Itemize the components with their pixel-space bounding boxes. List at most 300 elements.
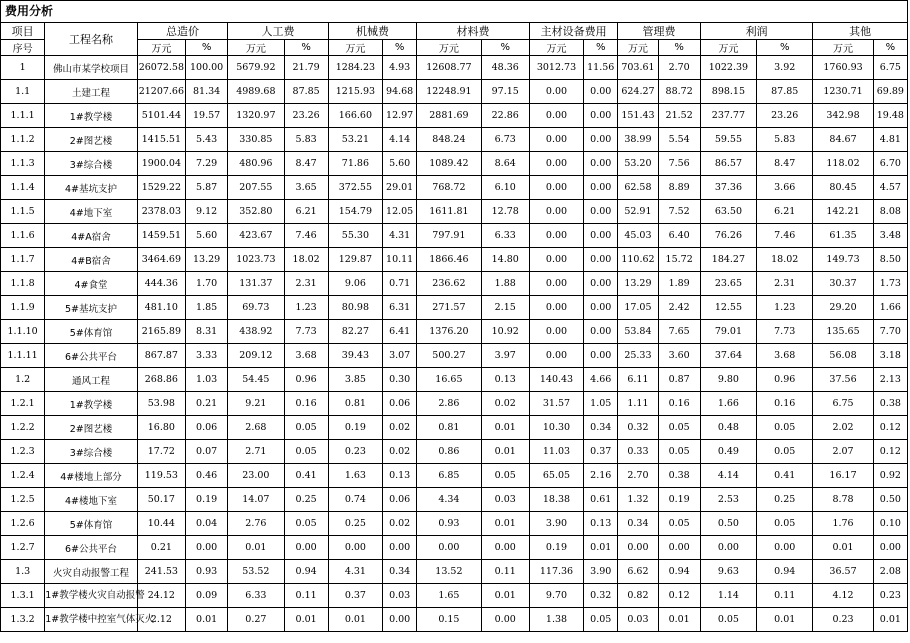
cell-amount: 16.65 xyxy=(417,368,481,392)
table-row xyxy=(1,272,908,296)
row-serial: 1.1.11 xyxy=(1,344,45,368)
cell-percent: 0.41 xyxy=(757,464,813,488)
cell-amount: 23.65 xyxy=(700,272,756,296)
cell-percent: 12.05 xyxy=(383,200,417,224)
cell-percent: 0.12 xyxy=(873,440,907,464)
cell-amount: 2.70 xyxy=(618,464,658,488)
cell-percent: 5.60 xyxy=(186,224,228,248)
cell-percent: 0.13 xyxy=(584,512,618,536)
cell-amount: 2.12 xyxy=(137,608,185,632)
cell-percent: 0.00 xyxy=(658,536,700,560)
cell-percent: 8.89 xyxy=(658,176,700,200)
cell-percent: 0.05 xyxy=(757,512,813,536)
row-project-name: 5#体育馆 xyxy=(45,512,138,536)
cell-amount: 2.07 xyxy=(813,440,873,464)
cell-percent: 0.04 xyxy=(186,512,228,536)
header-unit-pct: % xyxy=(481,40,529,56)
cell-amount: 0.48 xyxy=(700,416,756,440)
cell-percent: 0.05 xyxy=(284,512,328,536)
cell-amount: 0.00 xyxy=(529,200,583,224)
cell-amount: 0.81 xyxy=(328,392,382,416)
row-serial: 1.2.4 xyxy=(1,464,45,488)
cell-amount: 209.12 xyxy=(228,344,284,368)
cell-percent: 21.52 xyxy=(658,104,700,128)
cell-percent: 6.10 xyxy=(481,176,529,200)
cell-amount: 2165.89 xyxy=(137,320,185,344)
cell-percent: 3.18 xyxy=(873,344,907,368)
cell-amount: 438.92 xyxy=(228,320,284,344)
table-row xyxy=(1,344,908,368)
cell-percent: 0.05 xyxy=(658,440,700,464)
cell-amount: 0.50 xyxy=(700,512,756,536)
cell-amount: 53.21 xyxy=(328,128,382,152)
cell-percent: 0.05 xyxy=(658,416,700,440)
cell-amount: 24.12 xyxy=(137,584,185,608)
cell-percent: 5.83 xyxy=(284,128,328,152)
cell-amount: 9.70 xyxy=(529,584,583,608)
cell-amount: 3.90 xyxy=(529,512,583,536)
cell-percent: 0.19 xyxy=(186,488,228,512)
cell-percent: 2.08 xyxy=(873,560,907,584)
header-unit-amount: 万元 xyxy=(228,40,284,56)
cell-amount: 4.34 xyxy=(417,488,481,512)
cell-amount: 16.80 xyxy=(137,416,185,440)
cell-percent: 0.41 xyxy=(284,464,328,488)
cell-percent: 0.11 xyxy=(757,584,813,608)
cell-amount: 1529.22 xyxy=(137,176,185,200)
cell-percent: 0.32 xyxy=(584,584,618,608)
cell-amount: 79.01 xyxy=(700,320,756,344)
cell-amount: 207.55 xyxy=(228,176,284,200)
cell-amount: 330.85 xyxy=(228,128,284,152)
cell-amount: 14.07 xyxy=(228,488,284,512)
cell-percent: 0.94 xyxy=(284,560,328,584)
cell-amount: 0.82 xyxy=(618,584,658,608)
cell-amount: 62.58 xyxy=(618,176,658,200)
cell-percent: 8.31 xyxy=(186,320,228,344)
cell-amount: 4.31 xyxy=(328,560,382,584)
cell-percent: 0.21 xyxy=(186,392,228,416)
cell-percent: 0.01 xyxy=(873,608,907,632)
cell-amount: 6.11 xyxy=(618,368,658,392)
cell-percent: 7.70 xyxy=(873,320,907,344)
cell-amount: 4989.68 xyxy=(228,80,284,104)
cell-amount: 37.56 xyxy=(813,368,873,392)
cell-amount: 0.00 xyxy=(529,128,583,152)
cell-amount: 184.27 xyxy=(700,248,756,272)
cell-amount: 480.96 xyxy=(228,152,284,176)
cell-amount: 0.15 xyxy=(417,608,481,632)
cell-amount: 5101.44 xyxy=(137,104,185,128)
cell-amount: 6.62 xyxy=(618,560,658,584)
cell-amount: 423.67 xyxy=(228,224,284,248)
cell-amount: 1.11 xyxy=(618,392,658,416)
table-body xyxy=(1,56,908,632)
cell-amount: 50.17 xyxy=(137,488,185,512)
cell-percent: 1.23 xyxy=(757,296,813,320)
row-project-name: 6#公共平台 xyxy=(45,536,138,560)
cell-amount: 2378.03 xyxy=(137,200,185,224)
row-serial: 1.1.9 xyxy=(1,296,45,320)
cell-percent: 29.01 xyxy=(383,176,417,200)
cell-amount: 867.87 xyxy=(137,344,185,368)
cell-percent: 0.05 xyxy=(658,512,700,536)
cell-percent: 2.16 xyxy=(584,464,618,488)
row-project-name: 1#教学楼中控室气体灭火 xyxy=(45,608,138,632)
cell-percent: 0.00 xyxy=(383,608,417,632)
cell-percent: 0.05 xyxy=(284,416,328,440)
cell-percent: 1.70 xyxy=(186,272,228,296)
cell-percent: 7.46 xyxy=(757,224,813,248)
cell-amount: 59.55 xyxy=(700,128,756,152)
cell-percent: 0.12 xyxy=(873,416,907,440)
cell-amount: 500.27 xyxy=(417,344,481,368)
header-group: 其他 xyxy=(813,23,908,40)
cell-percent: 100.00 xyxy=(186,56,228,80)
cell-amount: 12.55 xyxy=(700,296,756,320)
row-project-name: 通风工程 xyxy=(45,368,138,392)
cell-percent: 4.66 xyxy=(584,368,618,392)
row-serial: 1.3.2 xyxy=(1,608,45,632)
cell-amount: 372.55 xyxy=(328,176,382,200)
cell-percent: 0.46 xyxy=(186,464,228,488)
cell-amount: 1.32 xyxy=(618,488,658,512)
cell-amount: 29.20 xyxy=(813,296,873,320)
cell-percent: 0.02 xyxy=(383,512,417,536)
cell-amount: 768.72 xyxy=(417,176,481,200)
cell-amount: 31.57 xyxy=(529,392,583,416)
header-serial: 序号 xyxy=(1,40,45,56)
cell-percent: 0.06 xyxy=(383,392,417,416)
cell-amount: 6.33 xyxy=(228,584,284,608)
header-group: 材料费 xyxy=(417,23,530,40)
row-serial: 1.2.7 xyxy=(1,536,45,560)
cell-percent: 87.85 xyxy=(284,80,328,104)
cell-percent: 10.92 xyxy=(481,320,529,344)
row-project-name: 4#楼地上部分 xyxy=(45,464,138,488)
cell-amount: 2.02 xyxy=(813,416,873,440)
cell-amount: 4.12 xyxy=(813,584,873,608)
cell-percent: 3.90 xyxy=(584,560,618,584)
cell-percent: 4.57 xyxy=(873,176,907,200)
cell-percent: 0.01 xyxy=(481,512,529,536)
cost-analysis-table xyxy=(0,22,908,632)
table-row xyxy=(1,296,908,320)
cell-amount: 0.00 xyxy=(700,536,756,560)
cell-amount: 1866.46 xyxy=(417,248,481,272)
cell-amount: 154.79 xyxy=(328,200,382,224)
cell-amount: 8.78 xyxy=(813,488,873,512)
cell-percent: 8.47 xyxy=(757,152,813,176)
cell-percent: 0.01 xyxy=(186,608,228,632)
cell-percent: 3.92 xyxy=(757,56,813,80)
row-serial: 1.1.3 xyxy=(1,152,45,176)
cell-percent: 2.42 xyxy=(658,296,700,320)
cell-amount: 0.25 xyxy=(328,512,382,536)
table-row xyxy=(1,56,908,80)
cell-amount: 0.00 xyxy=(529,272,583,296)
header-project: 项目 xyxy=(1,23,45,40)
cell-amount: 69.73 xyxy=(228,296,284,320)
cell-amount: 166.60 xyxy=(328,104,382,128)
cell-amount: 1.65 xyxy=(417,584,481,608)
cell-percent: 8.64 xyxy=(481,152,529,176)
cell-amount: 342.98 xyxy=(813,104,873,128)
cell-percent: 2.13 xyxy=(873,368,907,392)
row-serial: 1.2 xyxy=(1,368,45,392)
table-row xyxy=(1,104,908,128)
cell-percent: 10.11 xyxy=(383,248,417,272)
cell-amount: 56.08 xyxy=(813,344,873,368)
cell-percent: 3.48 xyxy=(873,224,907,248)
cell-amount: 61.35 xyxy=(813,224,873,248)
header-project-name: 工程名称 xyxy=(45,23,138,56)
cell-percent: 19.48 xyxy=(873,104,907,128)
row-serial: 1.1.8 xyxy=(1,272,45,296)
row-project-name: 1#教学楼 xyxy=(45,392,138,416)
table-row xyxy=(1,440,908,464)
cell-percent: 0.03 xyxy=(481,488,529,512)
cell-amount: 0.19 xyxy=(529,536,583,560)
header-group: 主材设备费用 xyxy=(529,23,617,40)
cell-percent: 2.70 xyxy=(658,56,700,80)
cell-amount: 0.01 xyxy=(228,536,284,560)
cell-percent: 0.05 xyxy=(284,440,328,464)
table-row xyxy=(1,224,908,248)
row-project-name: 3#综合楼 xyxy=(45,152,138,176)
cell-percent: 81.34 xyxy=(186,80,228,104)
cell-percent: 0.00 xyxy=(873,536,907,560)
cell-amount: 898.15 xyxy=(700,80,756,104)
cell-percent: 12.78 xyxy=(481,200,529,224)
cell-percent: 1.05 xyxy=(584,392,618,416)
cell-amount: 0.00 xyxy=(529,296,583,320)
cell-percent: 0.30 xyxy=(383,368,417,392)
cell-amount: 86.57 xyxy=(700,152,756,176)
cell-amount: 1760.93 xyxy=(813,56,873,80)
cell-amount: 0.00 xyxy=(417,536,481,560)
cell-amount: 30.37 xyxy=(813,272,873,296)
cell-amount: 848.24 xyxy=(417,128,481,152)
cell-amount: 268.86 xyxy=(137,368,185,392)
row-serial: 1.1.4 xyxy=(1,176,45,200)
cell-amount: 3464.69 xyxy=(137,248,185,272)
cell-amount: 0.23 xyxy=(328,440,382,464)
row-project-name: 4#A宿舍 xyxy=(45,224,138,248)
cell-percent: 0.10 xyxy=(873,512,907,536)
cell-percent: 18.02 xyxy=(284,248,328,272)
cell-amount: 0.00 xyxy=(618,536,658,560)
cell-amount: 9.21 xyxy=(228,392,284,416)
cell-percent: 87.85 xyxy=(757,80,813,104)
cell-amount: 1.38 xyxy=(529,608,583,632)
cell-percent: 14.80 xyxy=(481,248,529,272)
cell-amount: 110.62 xyxy=(618,248,658,272)
cell-amount: 131.37 xyxy=(228,272,284,296)
cell-percent: 5.54 xyxy=(658,128,700,152)
cell-percent: 12.97 xyxy=(383,104,417,128)
cell-amount: 0.00 xyxy=(529,176,583,200)
cell-percent: 5.83 xyxy=(757,128,813,152)
header-unit-pct: % xyxy=(584,40,618,56)
cell-amount: 135.65 xyxy=(813,320,873,344)
cell-percent: 0.00 xyxy=(584,104,618,128)
cell-amount: 3.85 xyxy=(328,368,382,392)
cell-amount: 2881.69 xyxy=(417,104,481,128)
cell-percent: 0.11 xyxy=(284,584,328,608)
row-serial: 1.1.5 xyxy=(1,200,45,224)
cell-percent: 8.50 xyxy=(873,248,907,272)
cell-percent: 15.72 xyxy=(658,248,700,272)
cell-percent: 1.66 xyxy=(873,296,907,320)
cell-percent: 2.15 xyxy=(481,296,529,320)
cell-percent: 97.15 xyxy=(481,80,529,104)
cell-amount: 53.52 xyxy=(228,560,284,584)
cell-amount: 71.86 xyxy=(328,152,382,176)
cell-percent: 0.00 xyxy=(584,272,618,296)
cell-percent: 0.11 xyxy=(481,560,529,584)
row-project-name: 2#图艺楼 xyxy=(45,128,138,152)
cell-percent: 9.12 xyxy=(186,200,228,224)
cell-percent: 7.52 xyxy=(658,200,700,224)
cell-percent: 0.00 xyxy=(584,80,618,104)
cell-amount: 9.06 xyxy=(328,272,382,296)
cell-amount: 0.34 xyxy=(618,512,658,536)
row-project-name: 5#体育馆 xyxy=(45,320,138,344)
header-unit-amount: 万元 xyxy=(618,40,658,56)
table-row xyxy=(1,416,908,440)
cell-amount: 10.30 xyxy=(529,416,583,440)
cell-percent: 0.00 xyxy=(584,200,618,224)
cell-amount: 271.57 xyxy=(417,296,481,320)
cell-percent: 0.01 xyxy=(584,536,618,560)
cell-percent: 3.33 xyxy=(186,344,228,368)
cell-amount: 0.00 xyxy=(529,80,583,104)
cell-percent: 0.12 xyxy=(658,584,700,608)
cell-amount: 0.00 xyxy=(529,224,583,248)
row-serial: 1.1.1 xyxy=(1,104,45,128)
cell-percent: 11.56 xyxy=(584,56,618,80)
cell-percent: 0.01 xyxy=(757,608,813,632)
cell-amount: 26072.58 xyxy=(137,56,185,80)
cell-amount: 25.33 xyxy=(618,344,658,368)
cell-percent: 22.86 xyxy=(481,104,529,128)
row-serial: 1.2.6 xyxy=(1,512,45,536)
cell-percent: 5.43 xyxy=(186,128,228,152)
cell-percent: 0.06 xyxy=(383,488,417,512)
row-project-name: 4#B宿舍 xyxy=(45,248,138,272)
cell-amount: 18.38 xyxy=(529,488,583,512)
row-serial: 1.1.6 xyxy=(1,224,45,248)
cell-percent: 1.85 xyxy=(186,296,228,320)
row-project-name: 佛山市某学校项目 xyxy=(45,56,138,80)
cell-percent: 0.16 xyxy=(284,392,328,416)
cell-percent: 18.02 xyxy=(757,248,813,272)
cell-percent: 0.00 xyxy=(481,536,529,560)
cell-percent: 0.01 xyxy=(284,608,328,632)
cell-amount: 624.27 xyxy=(618,80,658,104)
cell-amount: 17.05 xyxy=(618,296,658,320)
row-serial: 1.2.1 xyxy=(1,392,45,416)
row-serial: 1.2.3 xyxy=(1,440,45,464)
cell-amount: 117.36 xyxy=(529,560,583,584)
cell-percent: 6.31 xyxy=(383,296,417,320)
cell-percent: 0.16 xyxy=(658,392,700,416)
cell-amount: 82.27 xyxy=(328,320,382,344)
cell-percent: 0.61 xyxy=(584,488,618,512)
row-project-name: 1#教学楼 xyxy=(45,104,138,128)
cell-amount: 0.01 xyxy=(813,536,873,560)
cell-amount: 1.76 xyxy=(813,512,873,536)
header-unit-amount: 万元 xyxy=(417,40,481,56)
cell-percent: 0.96 xyxy=(757,368,813,392)
cell-amount: 53.98 xyxy=(137,392,185,416)
cell-amount: 0.37 xyxy=(328,584,382,608)
cell-percent: 0.00 xyxy=(186,536,228,560)
cell-amount: 39.43 xyxy=(328,344,382,368)
header-row-groups xyxy=(1,23,908,40)
cell-percent: 94.68 xyxy=(383,80,417,104)
cell-amount: 1022.39 xyxy=(700,56,756,80)
cell-percent: 0.92 xyxy=(873,464,907,488)
cell-percent: 48.36 xyxy=(481,56,529,80)
cell-percent: 3.65 xyxy=(284,176,328,200)
cell-amount: 2.86 xyxy=(417,392,481,416)
cell-amount: 129.87 xyxy=(328,248,382,272)
cell-percent: 0.01 xyxy=(658,608,700,632)
table-row xyxy=(1,584,908,608)
cell-percent: 8.47 xyxy=(284,152,328,176)
cell-percent: 0.25 xyxy=(284,488,328,512)
cell-amount: 0.21 xyxy=(137,536,185,560)
cell-percent: 6.41 xyxy=(383,320,417,344)
cell-amount: 151.43 xyxy=(618,104,658,128)
cell-amount: 3012.73 xyxy=(529,56,583,80)
cell-amount: 1415.51 xyxy=(137,128,185,152)
cell-percent: 0.05 xyxy=(757,440,813,464)
cell-percent: 3.97 xyxy=(481,344,529,368)
cell-amount: 6.85 xyxy=(417,464,481,488)
cell-amount: 5679.92 xyxy=(228,56,284,80)
cell-amount: 1900.04 xyxy=(137,152,185,176)
cell-amount: 0.93 xyxy=(417,512,481,536)
cell-amount: 0.05 xyxy=(700,608,756,632)
row-project-name: 1#教学楼火灾自动报警 xyxy=(45,584,138,608)
cell-percent: 19.57 xyxy=(186,104,228,128)
cell-percent: 88.72 xyxy=(658,80,700,104)
cell-percent: 7.65 xyxy=(658,320,700,344)
header-group: 管理费 xyxy=(618,23,700,40)
cell-percent: 1.88 xyxy=(481,272,529,296)
cell-amount: 0.00 xyxy=(529,248,583,272)
cell-amount: 1.14 xyxy=(700,584,756,608)
cell-amount: 80.45 xyxy=(813,176,873,200)
cell-amount: 11.03 xyxy=(529,440,583,464)
cell-amount: 0.23 xyxy=(813,608,873,632)
table-row xyxy=(1,488,908,512)
cell-percent: 23.26 xyxy=(284,104,328,128)
cell-percent: 0.06 xyxy=(186,416,228,440)
cell-amount: 1611.81 xyxy=(417,200,481,224)
cell-amount: 118.02 xyxy=(813,152,873,176)
table-row xyxy=(1,80,908,104)
cell-amount: 1089.42 xyxy=(417,152,481,176)
cell-amount: 12248.91 xyxy=(417,80,481,104)
cell-percent: 3.60 xyxy=(658,344,700,368)
cell-percent: 3.66 xyxy=(757,176,813,200)
cell-percent: 0.01 xyxy=(481,440,529,464)
row-serial: 1.3 xyxy=(1,560,45,584)
